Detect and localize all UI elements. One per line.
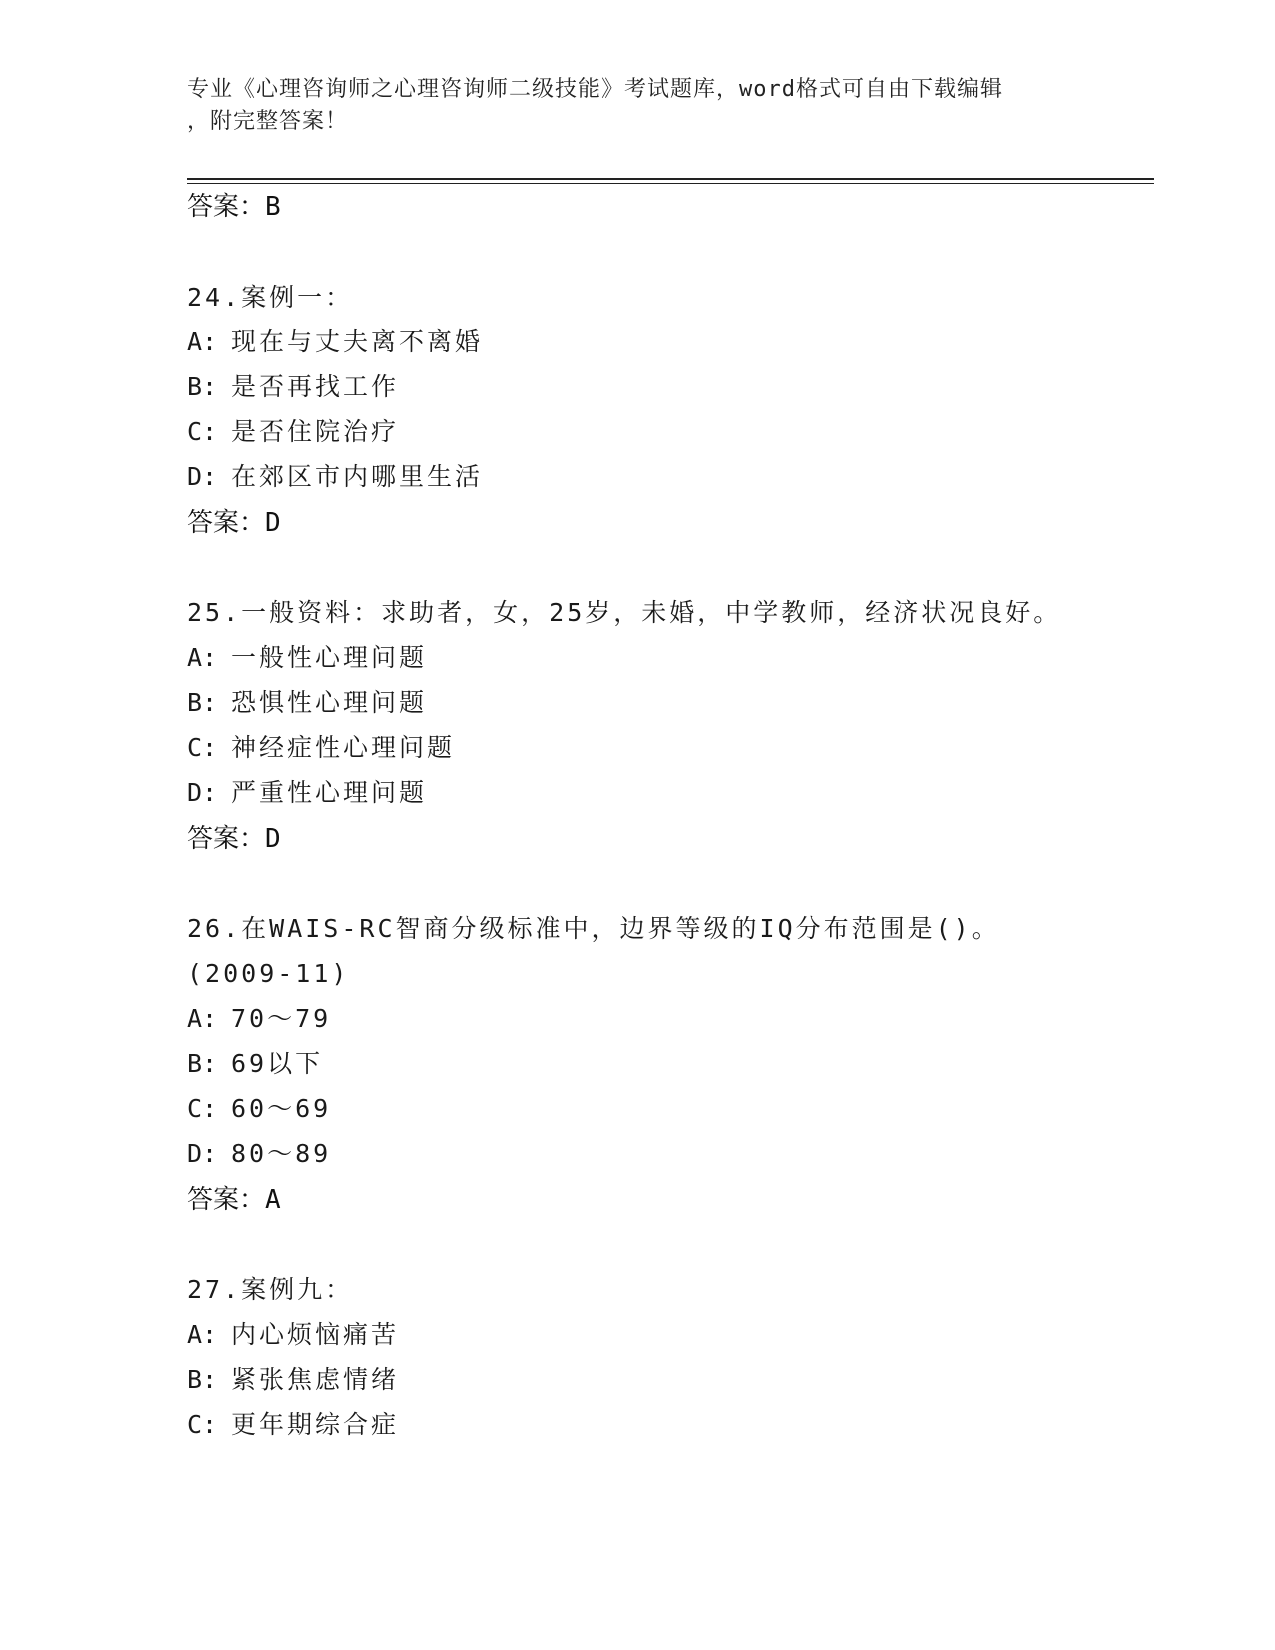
answer-value: A	[265, 1185, 281, 1215]
option-key: B:	[187, 1049, 218, 1078]
question-26-answer	[187, 1183, 281, 1217]
question-27-stem: 27.案例九：	[187, 1275, 354, 1304]
option-text: 一般性心理问题	[231, 643, 428, 672]
option-text: 在郊区市内哪里生活	[231, 462, 484, 491]
question-26-stem: 26.在WAIS-RC智商分级标准中，边界等级的IQ分布范围是()。	[187, 914, 1000, 943]
answer-label: 答案：	[187, 508, 266, 538]
answer-label: 答案：	[187, 824, 266, 854]
option-text: 神经症性心理问题	[231, 733, 456, 762]
question-24-option-d	[187, 460, 483, 494]
answer-prev	[187, 190, 281, 224]
option-key: B:	[187, 372, 218, 401]
question-27-option-c	[187, 1408, 399, 1442]
question-27-option-b	[187, 1363, 399, 1397]
question-26-stem-source: (2009-11)	[187, 959, 350, 988]
option-key: A:	[187, 1320, 218, 1349]
question-26-option-d	[187, 1137, 331, 1171]
header-line-2: ，附完整答案！	[187, 109, 349, 134]
question-25-option-c	[187, 731, 455, 765]
header-line-1: 专业《心理咨询师之心理咨询师二级技能》考试题库，word格式可自由下载编辑	[187, 77, 1003, 102]
option-text: 现在与丈夫离不离婚	[231, 327, 484, 356]
option-text: 紧张焦虑情绪	[231, 1365, 400, 1394]
option-key: C:	[187, 1410, 218, 1439]
option-key: B:	[187, 1365, 218, 1394]
option-text: 是否再找工作	[231, 372, 400, 401]
question-24-option-c	[187, 415, 399, 449]
option-text: 80～89	[231, 1139, 332, 1168]
question-25-stem: 25.一般资料：求助者，女，25岁，未婚，中学教师，经济状况良好。	[187, 598, 1062, 627]
option-key: C:	[187, 1094, 218, 1123]
option-text: 60～69	[231, 1094, 332, 1123]
question-24-stem: 24.案例一：	[187, 283, 354, 312]
option-key: C:	[187, 417, 218, 446]
answer-label: 答案：	[187, 192, 266, 222]
option-key: A:	[187, 1004, 218, 1033]
answer-value: B	[265, 192, 281, 222]
option-key: B:	[187, 688, 218, 717]
question-26-option-c	[187, 1092, 331, 1126]
option-text: 70～79	[231, 1004, 332, 1033]
option-key: D:	[187, 778, 218, 807]
question-24-option-b	[187, 370, 399, 404]
option-text: 严重性心理问题	[231, 778, 428, 807]
question-25-option-b	[187, 686, 427, 720]
answer-value: D	[265, 824, 281, 854]
question-27-option-a	[187, 1318, 399, 1352]
option-text: 更年期综合症	[231, 1410, 400, 1439]
option-key: A:	[187, 643, 218, 672]
question-24-option-a	[187, 325, 483, 359]
option-text: 恐惧性心理问题	[231, 688, 428, 717]
answer-value: D	[265, 508, 281, 538]
document-header	[187, 74, 1087, 138]
option-text: 是否住院治疗	[231, 417, 400, 446]
option-text: 内心烦恼痛苦	[231, 1320, 400, 1349]
answer-label: 答案：	[187, 1185, 266, 1215]
question-25-option-a	[187, 641, 427, 675]
question-24-answer	[187, 506, 281, 540]
option-key: D:	[187, 1139, 218, 1168]
question-25-option-d	[187, 776, 427, 810]
option-text: 69以下	[231, 1049, 324, 1078]
question-26-option-a	[187, 1002, 331, 1036]
option-key: C:	[187, 733, 218, 762]
question-25-answer	[187, 822, 281, 856]
option-key: D:	[187, 462, 218, 491]
header-rule-thin	[187, 183, 1154, 184]
option-key: A:	[187, 327, 218, 356]
header-rule-thick	[187, 178, 1154, 180]
question-26-option-b	[187, 1047, 323, 1081]
